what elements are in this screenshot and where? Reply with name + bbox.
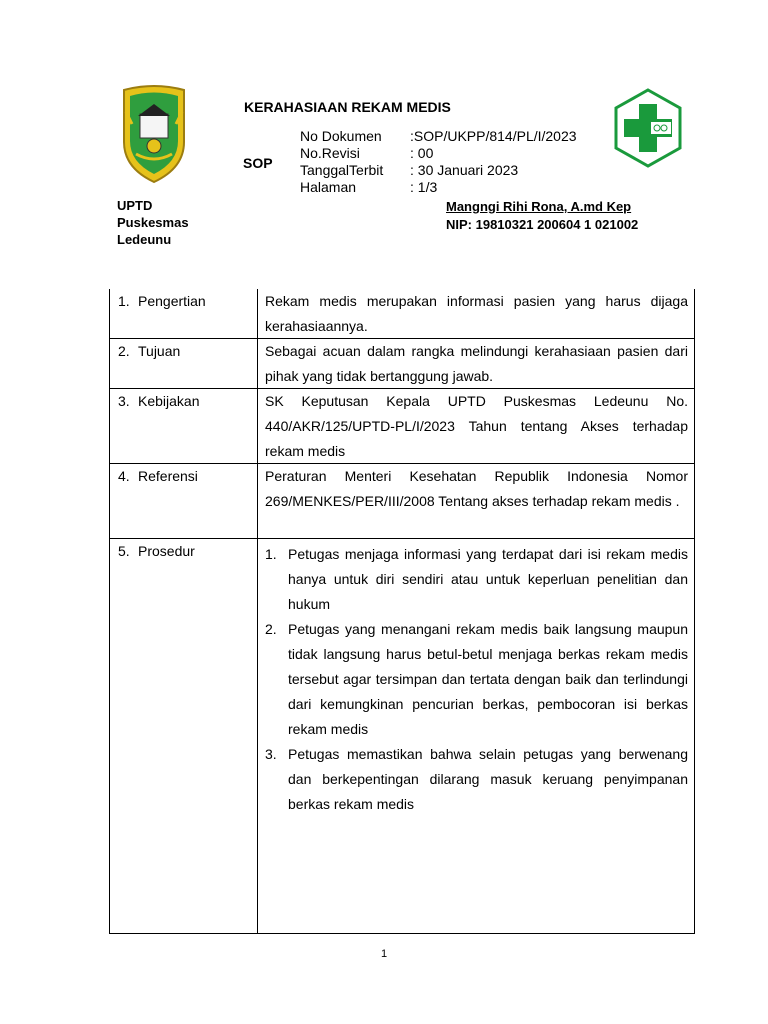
puskesmas-cross-icon [613,88,683,168]
section-content: Sebagai acuan dalam rangka melindungi kerahasiaan pasien dari pihak yang tidak bertanggung jawab. [265,343,688,384]
table-row [109,389,695,464]
meta-row [300,179,577,196]
list-item: 2. Petugas yang menangani rekam medis baik langsung maupun tidak langsung harus betul-betul menjaga berkas rekam medis tersebut agar tersimpan dan tertata dengan baik dan terlindungi dari kemungkinan pencurian berkas, pembocoran isi berkas rekam medis [265,621,688,737]
table-row [109,289,695,339]
section-content: SK Keputusan Kepala UPTD Puskesmas Ledeunu No. 440/AKR/125/UPTD-PL/I/2023 Tahun tentang Akses terhadap rekam medis [265,393,688,459]
signatory [446,198,638,234]
section-label: 4. Referensi [118,468,198,484]
section-content: Rekam medis merupakan informasi pasien yang harus dijaga kerahasiaannya. [265,293,688,334]
table-row [109,539,695,933]
meta-value: : 30 Januari 2023 [410,162,519,178]
signatory-nip: NIP: 19810321 200604 1 021002 [446,217,639,232]
table-row [109,339,695,389]
list-item: 1. Petugas menjaga informasi yang terdapat dari isi rekam medis hanya untuk diri sendiri atau untuk keperluan penelitian dan hukum [265,546,688,612]
section-label: 1. Pengertian [118,293,206,309]
page-number: 1 [380,948,388,960]
regional-emblem-icon [116,84,192,184]
meta-key: No Dokumen [300,128,382,144]
meta-row [300,145,577,162]
procedure-list [265,542,688,817]
procedure-content [265,542,688,817]
document-title: KERAHASIAAN REKAM MEDIS [244,99,451,115]
sop-table [109,289,695,934]
meta-row [300,162,577,179]
section-content: Peraturan Menteri Kesehatan Republik Indonesia Nomor 269/MENKES/PER/III/2008 Tentang akses terhadap rekam medis . [265,468,688,509]
org-line: UPTD [117,198,153,213]
signatory-name: Mangngi Rihi Rona, A.md Kep [446,199,632,214]
section-label: 5. Prosedur [118,543,195,559]
organization-name [117,197,189,248]
org-line: Puskesmas [117,215,189,230]
table-row [109,464,695,539]
sop-label: SOP [243,155,273,171]
meta-key: No.Revisi [300,145,360,161]
meta-key: TanggalTerbit [300,162,384,178]
org-line: Ledeunu [117,232,172,247]
meta-value: : 00 [410,145,434,161]
document-meta [300,128,577,196]
section-label: 2. Tujuan [118,343,181,359]
section-label: 3. Kebijakan [118,393,200,409]
list-item: 3. Petugas memastikan bahwa selain petugas yang berwenang dan berkepentingan dilarang masuk keruang penyimpanan berkas rekam medis [265,746,688,812]
meta-key: Halaman [300,179,357,195]
meta-row [300,128,577,145]
meta-value: : 1/3 [410,179,438,195]
meta-value: :SOP/UKPP/814/PL/I/2023 [410,128,577,144]
